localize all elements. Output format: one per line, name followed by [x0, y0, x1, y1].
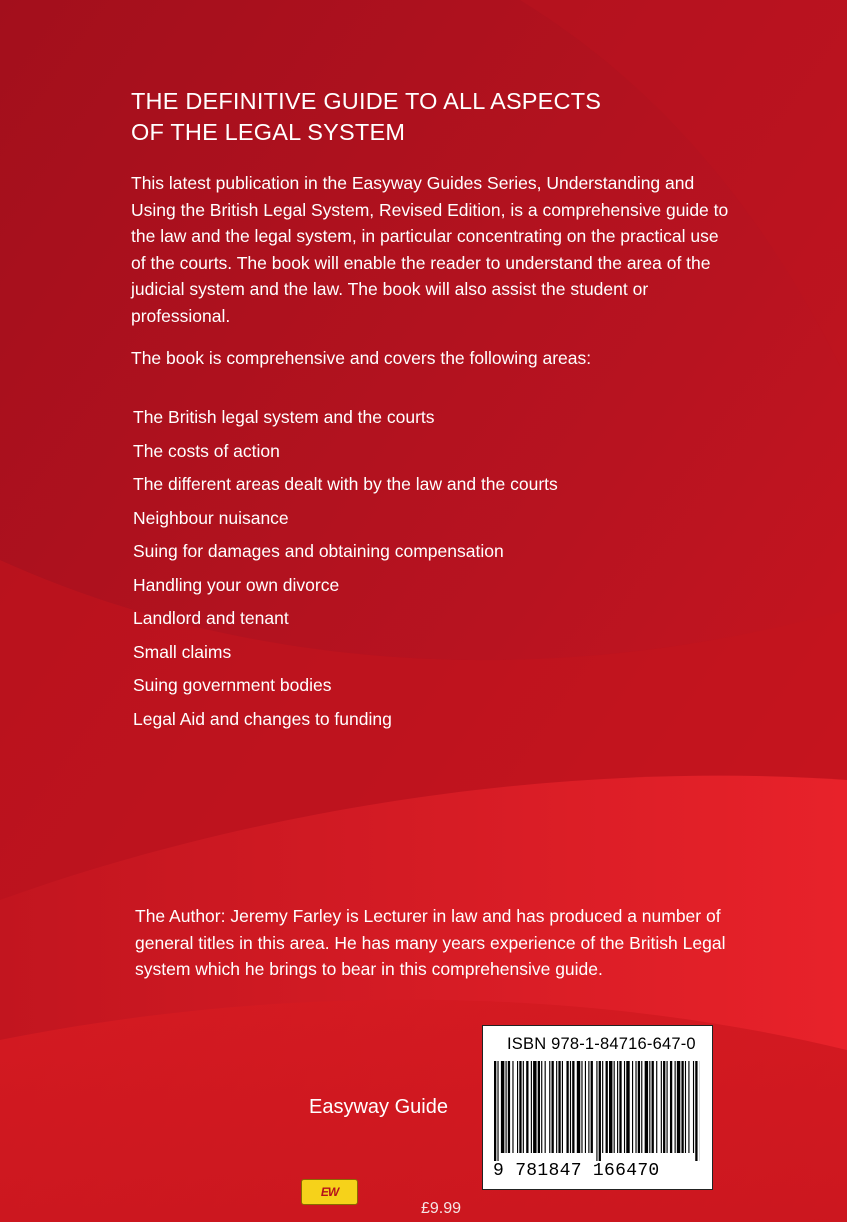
barcode-bar: [512, 1061, 513, 1153]
list-item: Handling your own divorce: [133, 574, 340, 595]
barcode-bar: [596, 1061, 597, 1161]
barcode-bar: [677, 1061, 680, 1153]
headline: [131, 86, 771, 148]
headline-line-2: OF THE LEGAL SYSTEM: [131, 119, 406, 145]
barcode-bar: [688, 1061, 689, 1153]
barcode-bar: [581, 1061, 582, 1153]
barcode-bar: [508, 1061, 510, 1153]
barcode-bar: [624, 1061, 625, 1153]
barcode-bar: [506, 1061, 507, 1153]
barcode-bar: [526, 1061, 528, 1153]
barcode-bar: [609, 1061, 612, 1153]
price: £9.99: [421, 1200, 462, 1217]
intro-paragraph: This latest publication in the Easyway Guides Series, Understanding and Using the British Legal System, Revised Edition, is a comprehensive guide to the law and the legal system, in particular concentrating on the practical use of the courts. The book will enable the reader to understand the area of the judicial system and the law. The book will also assist the student or professional.: [131, 173, 729, 326]
barcode-bar: [549, 1061, 550, 1153]
areas-list: [133, 401, 693, 736]
barcode-bar: [626, 1061, 629, 1153]
barcode-bar: [693, 1061, 694, 1153]
barcode-bar: [638, 1061, 640, 1153]
barcode-bar: [541, 1061, 542, 1153]
barcode-bar: [523, 1061, 524, 1153]
barcode-bar: [652, 1061, 654, 1153]
barcode-bar: [519, 1061, 521, 1153]
author-bio: The Author: Jeremy Farley is Lecturer in law and has produced a number of general titles in this area. He has many years experience of the British Legal system which he brings to bear in this comprehensive guide.: [135, 906, 726, 979]
barcode-bar: [645, 1061, 648, 1153]
barcode-bar: [681, 1061, 683, 1153]
list-item: Landlord and tenant: [133, 608, 289, 628]
barcode-bar: [606, 1061, 608, 1153]
covers-intro: The book is comprehensive and covers the following areas:: [131, 348, 592, 368]
barcode-bar: [558, 1061, 560, 1153]
barcode-bar: [585, 1061, 586, 1153]
barcode-digits: 9 781847 166470: [493, 1161, 660, 1181]
isbn-label: ISBN 978-1-84716-647-0: [507, 1035, 696, 1053]
barcode-bar: [685, 1061, 686, 1153]
barcode-bar: [531, 1061, 532, 1153]
list-item: The British legal system and the courts: [133, 407, 435, 427]
barcode-bar: [614, 1061, 615, 1153]
headline-line-1: THE DEFINITIVE GUIDE TO ALL ASPECTS: [131, 88, 602, 114]
barcode-bar: [635, 1061, 636, 1153]
list-item: Neighbour nuisance: [133, 507, 289, 528]
barcode-bar: [661, 1061, 662, 1153]
barcode-bar: [617, 1061, 618, 1153]
barcode-bar: [552, 1061, 554, 1153]
barcode-bar: [566, 1061, 568, 1153]
list-item: Suing government bodies: [133, 675, 332, 695]
list-item: The costs of action: [133, 440, 280, 461]
barcode-box: [482, 1025, 713, 1190]
barcode-bar: [649, 1061, 650, 1153]
barcode-bar: [663, 1061, 665, 1153]
barcode-bar: [619, 1061, 621, 1153]
barcode-bar: [570, 1061, 571, 1153]
list-item: Legal Aid and changes to funding: [133, 708, 392, 729]
barcode-bar: [494, 1061, 496, 1161]
barcode-bar: [533, 1061, 536, 1153]
barcode-bar: [572, 1061, 574, 1153]
barcode-bar: [588, 1061, 589, 1153]
barcode-bar: [670, 1061, 672, 1153]
barcode-bar: [562, 1061, 563, 1153]
barcode-bar: [501, 1061, 504, 1153]
barcode-bar: [497, 1061, 498, 1161]
barcode-bar: [591, 1061, 593, 1153]
barcode-bars: [493, 1061, 701, 1161]
list-item: Small claims: [133, 641, 232, 662]
series-name: Easyway Guide: [309, 1096, 448, 1118]
barcode-bar: [695, 1061, 697, 1161]
barcode-bar: [538, 1061, 540, 1153]
barcode-bar: [602, 1061, 603, 1153]
barcode-bar: [556, 1061, 557, 1153]
list-item: Suing for damages and obtaining compensation: [133, 541, 504, 561]
barcode-bar: [641, 1061, 642, 1153]
publisher-logo: EW: [301, 1179, 358, 1205]
barcode-bar: [656, 1061, 657, 1153]
barcode-bar: [545, 1061, 546, 1153]
barcode-bar: [675, 1061, 676, 1153]
barcode-bar: [632, 1061, 633, 1153]
barcode-bar: [599, 1061, 601, 1161]
list-item: The different areas dealt with by the law and the courts: [133, 474, 558, 494]
barcode-bar: [517, 1061, 518, 1153]
barcode-bar: [577, 1061, 580, 1153]
barcode-bar: [667, 1061, 668, 1153]
